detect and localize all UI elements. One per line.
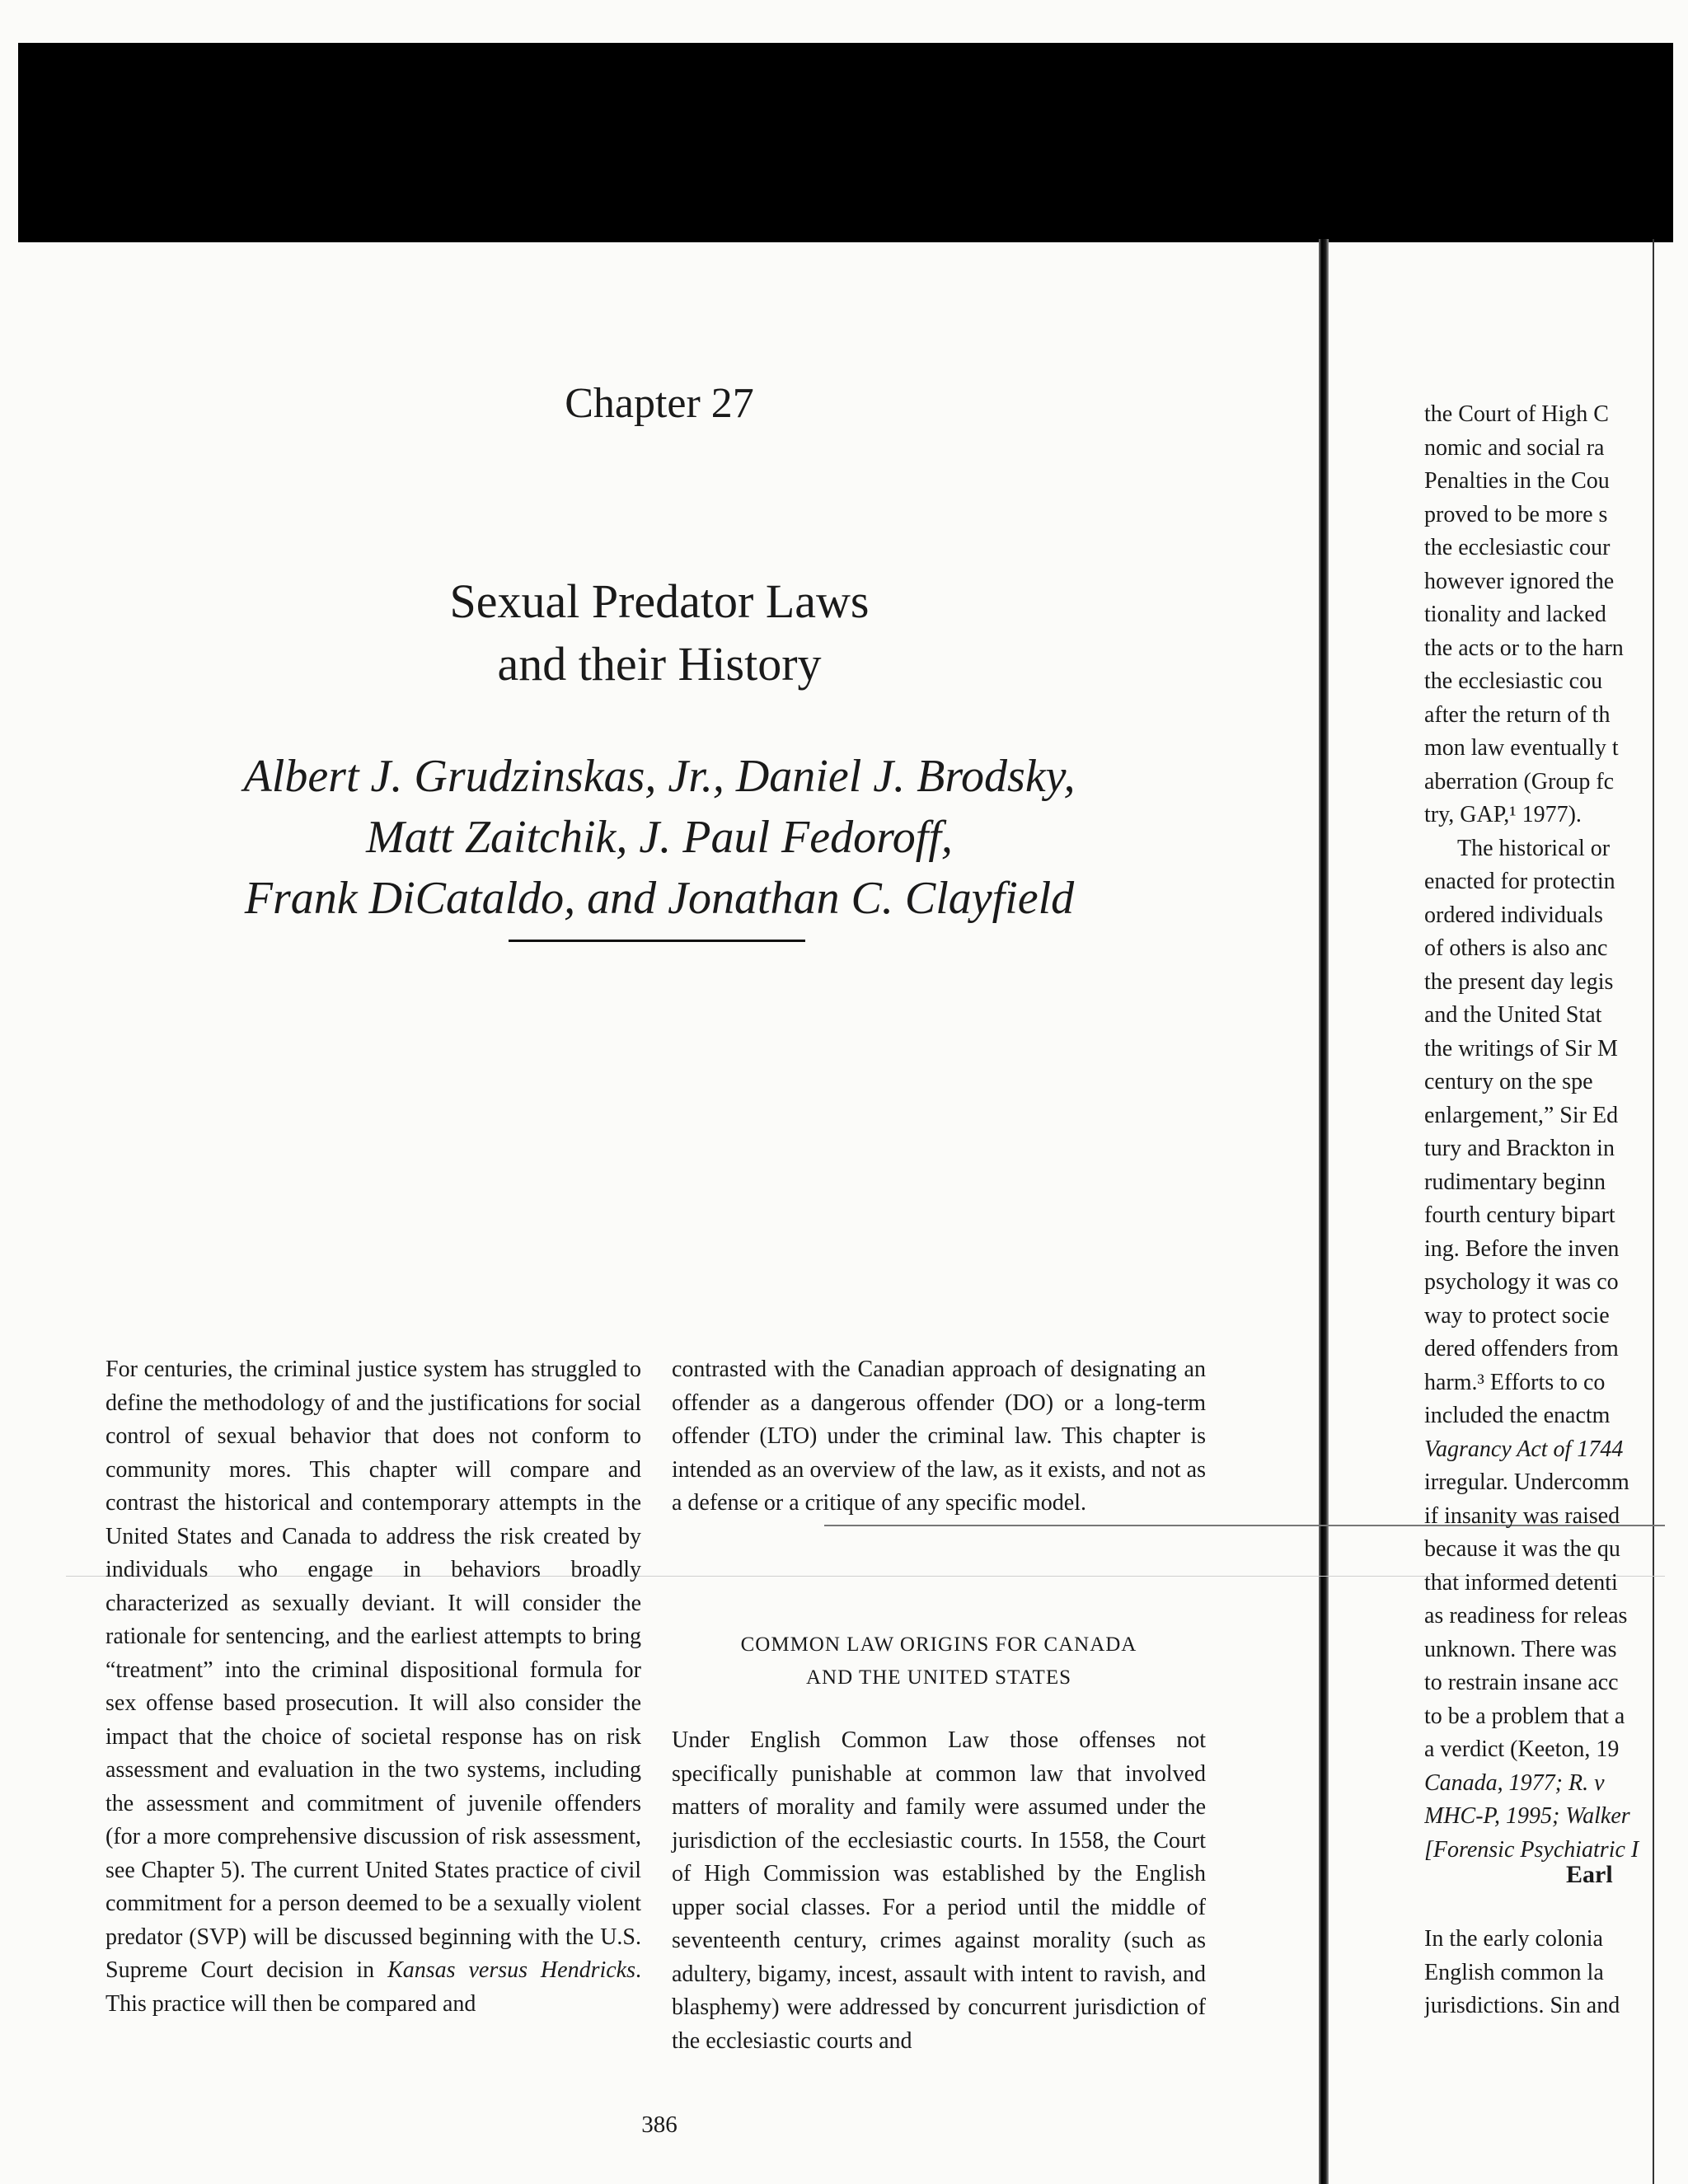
right-column-line: if insanity was raised [1424,1502,1620,1529]
section-heading-line: AND THE UNITED STATES [806,1666,1071,1689]
right-column-line: because it was the qu [1424,1536,1620,1562]
page-number: 386 [641,2111,678,2138]
chapter-authors [0,746,1319,929]
page-edge-line [1653,239,1654,2184]
right-column-line: century on the spe [1424,1069,1593,1094]
right-column-line: Penalties in the Cou [1424,468,1610,494]
right-column-line: after the return of th [1424,701,1611,728]
right-column-line: proved to be more s [1424,501,1608,527]
right-column-line: [Forensic Psychiatric I [1424,1836,1639,1863]
left-column [106,1353,641,2021]
right-column-line: that informed detenti [1424,1569,1618,1596]
common-law-paragraph: Under English Common Law those offenses not specifically punishable at common law that involved matters of morality and family were assumed under the jurisdiction of the ecclesiastic courts. In 1558, the Court of High Commission was established by the English upper social classes. For a period until the middle of seventeenth century, crimes against morality (such as adultery, bigamy, incest, assault with intent to ravish, and blasphemy) were addressed by concurrent jurisdiction of the ecclesiastic courts and [672,1727,1206,2054]
right-column-line: mon law eventually t [1424,735,1619,761]
right-column-line: however ignored the [1424,568,1615,594]
right-column-line: the Court of High C [1424,401,1609,427]
right-column-line: nomic and social ra [1424,434,1605,461]
middle-column-bottom [672,1724,1206,2058]
right-column-line: MHC-P, 1995; Walker [1424,1803,1630,1829]
section-heading-line: COMMON LAW ORIGINS FOR CANADA [740,1633,1137,1656]
right-column-line: included the enactm [1424,1403,1611,1428]
authors-line: Matt Zaitchik, J. Paul Fedoroff, [366,812,953,863]
right-column-line: of others is also anc [1424,935,1608,961]
intro-continuation: contrasted with the Canadian approach of designating an offender as a dangerous offender (DO) or a long-term offender (LTO) under the criminal law. This chapter is intended as an overview of the law, as it exists, and not as a defense or a critique of any specific model. [672,1357,1206,1516]
right-column-line: to restrain insane acc [1424,1670,1619,1695]
right-column-line: ing. Before the inven [1424,1235,1620,1262]
middle-column-top [672,1353,1206,1521]
right-column-line: enacted for protectin [1424,869,1615,894]
section-heading [672,1629,1206,1694]
right-column-line: Vagrancy Act of 1744 [1424,1436,1624,1462]
right-column-line: fourth century bipart [1424,1202,1615,1228]
right-column-line: psychology it was co [1424,1269,1619,1295]
right-column-line: the ecclesiastic cou [1424,668,1603,694]
authors-line: Frank DiCataldo, and Jonathan C. Clayfield [244,873,1075,924]
right-bottom-line: jurisdictions. Sin and [1424,1993,1620,2018]
right-column-line: as readiness for releas [1424,1603,1628,1629]
right-column-line: and the United Stat [1424,1002,1602,1028]
right-column-line: way to protect socie [1424,1302,1610,1329]
chapter-label: Chapter 27 [565,380,754,427]
right-page-column [1424,398,1645,1867]
right-bottom-line: In the early colonia [1424,1926,1603,1952]
right-column-line: the acts or to the harn [1424,635,1624,661]
intro-text-part2: . This practice will then be compared and [106,1957,642,2017]
right-column-line: the writings of Sir M [1424,1035,1618,1062]
right-column-line: harm.³ Efforts to co [1424,1369,1606,1395]
right-column-line: the ecclesiastic cour [1424,535,1611,560]
right-column-line: aberration (Group fc [1424,768,1615,794]
right-column-line: a verdict (Keeton, 19 [1424,1736,1620,1762]
book-spine [1319,239,1329,2184]
chapter-title-line: and their History [497,637,822,691]
intro-text-part1: For centuries, the criminal justice system has struggled to define the methodology of and the justifications for social control of sexual behavior that does not conform to community mores. This chapter will compare and contrast the historical and contemporary attempts in the United States and Canada to address the risk created by individuals who engage in behaviors broadly characterized as sexually deviant. It will consider the rationale for sentencing, and the earliest attempts to bring “treatment” into the criminal dispositional formula for sex offense based prosecution. It will also consider the impact that the choice of societal response has on risk assessment and evaluation in the two systems, including the assessment and commitment of juvenile offenders (for a more comprehensive discussion of risk assessment, see Chapter 5). The current United States practice of civil commitment for a person deemed to be a sexually violent predator (SVP) will be discussed beginning with the U.S. Supreme Court decision in [106,1357,641,1983]
right-column-line: irregular. Undercomm [1424,1469,1629,1495]
black-header-band [18,43,1673,242]
right-section-heading: Earl [1566,1861,1613,1888]
right-column-line: ordered individuals [1424,902,1603,928]
right-bottom-line: English common la [1424,1959,1604,1985]
right-column-line: try, GAP,¹ 1977). [1424,802,1582,827]
case-name: Kansas versus Hendricks [387,1957,636,1983]
right-column-line: The historical or [1457,835,1611,861]
right-column-line: to be a problem that a [1424,1703,1625,1729]
title-rule [509,940,805,942]
intro-paragraph [106,1353,641,2021]
right-column-line: rudimentary beginn [1424,1169,1606,1195]
right-column-line: unknown. There was [1424,1636,1617,1662]
chapter-title [0,570,1319,696]
right-column-line: the present day legis [1424,968,1614,995]
chapter-title-line: Sexual Predator Laws [449,574,870,628]
authors-line: Albert J. Grudzinskas, Jr., Daniel J. Brodsky, [243,751,1076,802]
right-column-line: Canada, 1977; R. v [1424,1769,1605,1796]
right-page-bottom-column [1424,1923,1645,2023]
right-column-line: tionality and lacked [1424,602,1606,627]
right-column-line: enlargement,” Sir Ed [1424,1102,1619,1128]
right-column-line: tury and Brackton in [1424,1136,1615,1161]
right-column-line: dered offenders from [1424,1336,1619,1361]
